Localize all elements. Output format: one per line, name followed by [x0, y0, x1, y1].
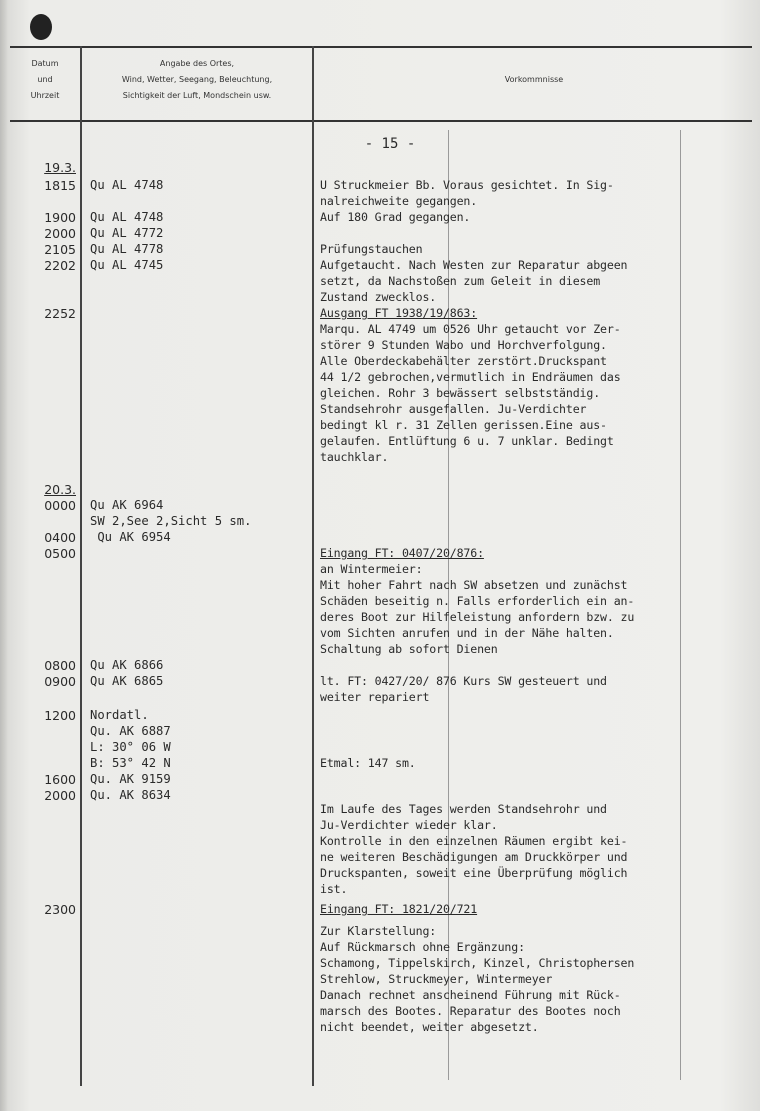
event-text-line: Etmal: 147 sm.	[320, 756, 416, 770]
header-label: Wind, Wetter, Seegang, Beleuchtung,	[121, 75, 273, 84]
event-text-line: Im Laufe des Tages werden Standsehrohr und	[320, 802, 607, 816]
typewriter-guide-line	[680, 130, 681, 1080]
event-text-line: Auf 180 Grad gegangen.	[320, 210, 471, 224]
event-text-line: Druckspanten, soweit eine Überprüfung möglich	[320, 866, 628, 880]
entry-location: Qu. AK 9159	[90, 772, 171, 786]
event-text-line: Zustand zwecklos.	[320, 290, 437, 304]
entry-time: 2105	[44, 242, 76, 257]
event-text-line: Ju-Verdichter wieder klar.	[320, 818, 498, 832]
entry-time: 1200	[44, 708, 76, 723]
entry-location: Qu AL 4772	[90, 226, 164, 240]
event-text-line: Strehlow, Struckmeyer, Wintermeyer	[320, 972, 553, 986]
event-text-line: nalreichweite gegangen.	[320, 194, 478, 208]
entry-location: Qu AL 4778	[90, 242, 164, 256]
entry-location: Qu AL 4748	[90, 210, 164, 224]
event-text-line: gelaufen. Entlüftung 6 u. 7 unklar. Bedingt	[320, 434, 614, 448]
top-rule	[10, 46, 752, 48]
event-text-line: ne weiteren Beschädigungen am Druckkörper und	[320, 850, 628, 864]
event-text-line: bedingt kl r. 31 Zellen gerissen.Eine aus-	[320, 418, 607, 432]
header-label: Vorkommnisse	[504, 75, 564, 84]
header-label: Sichtigkeit der Luft, Mondschein usw.	[122, 91, 272, 100]
event-text-line: Marqu. AL 4749 um 0526 Uhr getaucht vor Zer-	[320, 322, 621, 336]
entry-time: 2202	[44, 258, 76, 273]
entry-time: 2300	[44, 902, 76, 917]
event-text-line: an Wintermeier:	[320, 562, 423, 576]
entry-time: 0000	[44, 498, 76, 513]
entry-location: Qu AL 4745	[90, 258, 164, 272]
event-text-line: ist.	[320, 882, 348, 896]
event-text-line: setzt, da Nachstoßen zum Geleit in diesem	[320, 274, 601, 288]
header-date-time	[12, 56, 78, 104]
header-events	[316, 72, 752, 88]
entry-date: 19.3.	[44, 160, 76, 175]
entry-time: 2000	[44, 226, 76, 241]
entry-date: 20.3.	[44, 482, 76, 497]
entry-location: L: 30° 06 W	[90, 740, 171, 754]
column-divider-1	[80, 46, 82, 1086]
event-text-line: 44 1/2 gebrochen,vermutlich in Endräumen das	[320, 370, 621, 384]
header-label: Angabe des Ortes,	[159, 59, 235, 68]
event-text-line: Eingang FT: 1821/20/721	[320, 902, 478, 916]
event-text-line: Schamong, Tippelskirch, Kinzel, Christophersen	[320, 956, 635, 970]
event-text-line: tauchklar.	[320, 450, 389, 464]
punch-hole	[30, 14, 52, 40]
entry-location: SW 2,See 2,Sicht 5 sm.	[90, 514, 252, 528]
column-divider-2	[312, 46, 314, 1086]
entry-location: Qu. AK 8634	[90, 788, 171, 802]
event-text-line: Mit hoher Fahrt nach SW absetzen und zunächst	[320, 578, 628, 592]
event-text-line: U Struckmeier Bb. Voraus gesichtet. In Sig-	[320, 178, 614, 192]
header-label: Uhrzeit	[30, 91, 60, 100]
event-text-line: Danach rechnet anscheinend Führung mit Rück-	[320, 988, 621, 1002]
entry-time: 1815	[44, 178, 76, 193]
entry-location: Qu AK 6954	[90, 530, 171, 544]
event-text-line: Alle Oberdeckabehälter zerstört.Druckspant	[320, 354, 607, 368]
header-label: und	[37, 75, 53, 84]
entry-location: Nordatl.	[90, 708, 149, 722]
header-location-weather	[84, 56, 310, 104]
event-text-line: störer 9 Stunden Wabo und Horchverfolgung.	[320, 338, 607, 352]
entry-location: Qu AK 6865	[90, 674, 164, 688]
event-text-line: vom Sichten anrufen und in der Nähe halten.	[320, 626, 614, 640]
event-text-line: marsch des Bootes. Reparatur des Bootes noch	[320, 1004, 621, 1018]
event-text-line: Ausgang FT 1938/19/863:	[320, 306, 478, 320]
header-bottom-rule	[10, 120, 752, 122]
event-text-line: Eingang FT: 0407/20/876:	[320, 546, 484, 560]
event-text-line: gleichen. Rohr 3 bewässert selbstständig.	[320, 386, 601, 400]
event-text-line: nicht beendet, weiter abgesetzt.	[320, 1020, 539, 1034]
header-label: Datum	[31, 59, 59, 68]
entry-location: B: 53° 42 N	[90, 756, 171, 770]
entry-time: 0500	[44, 546, 76, 561]
entry-time: 2252	[44, 306, 76, 321]
entry-location: Qu AK 6866	[90, 658, 164, 672]
event-text-line: deres Boot zur Hilfeleistung anfordern bzw. zu	[320, 610, 635, 624]
entry-time: 2000	[44, 788, 76, 803]
event-text-line: weiter repariert	[320, 690, 430, 704]
entry-location: Qu AK 6964	[90, 498, 164, 512]
event-text-line: Kontrolle in den einzelnen Räumen ergibt kei-	[320, 834, 628, 848]
entry-time: 0400	[44, 530, 76, 545]
page-number: - 15 -	[364, 136, 416, 152]
entry-time: 0900	[44, 674, 76, 689]
event-text-line: Schaltung ab sofort Dienen	[320, 642, 498, 656]
event-text-line: Standsehrohr ausgefallen. Ju-Verdichter	[320, 402, 587, 416]
entry-location: Qu AL 4748	[90, 178, 164, 192]
event-text-line: lt. FT: 0427/20/ 876 Kurs SW gesteuert und	[320, 674, 607, 688]
entry-time: 0800	[44, 658, 76, 673]
event-text-line: Schäden beseitig n. Falls erforderlich ein an-	[320, 594, 635, 608]
entry-location: Qu. AK 6887	[90, 724, 171, 738]
page-edge-shadow	[0, 0, 8, 1111]
entry-time: 1900	[44, 210, 76, 225]
event-text-line: Prüfungstauchen	[320, 242, 423, 256]
entry-time: 1600	[44, 772, 76, 787]
event-text-line: Aufgetaucht. Nach Westen zur Reparatur abgeen	[320, 258, 628, 272]
event-text-line: Zur Klarstellung:	[320, 924, 437, 938]
event-text-line: Auf Rückmarsch ohne Ergänzung:	[320, 940, 525, 954]
